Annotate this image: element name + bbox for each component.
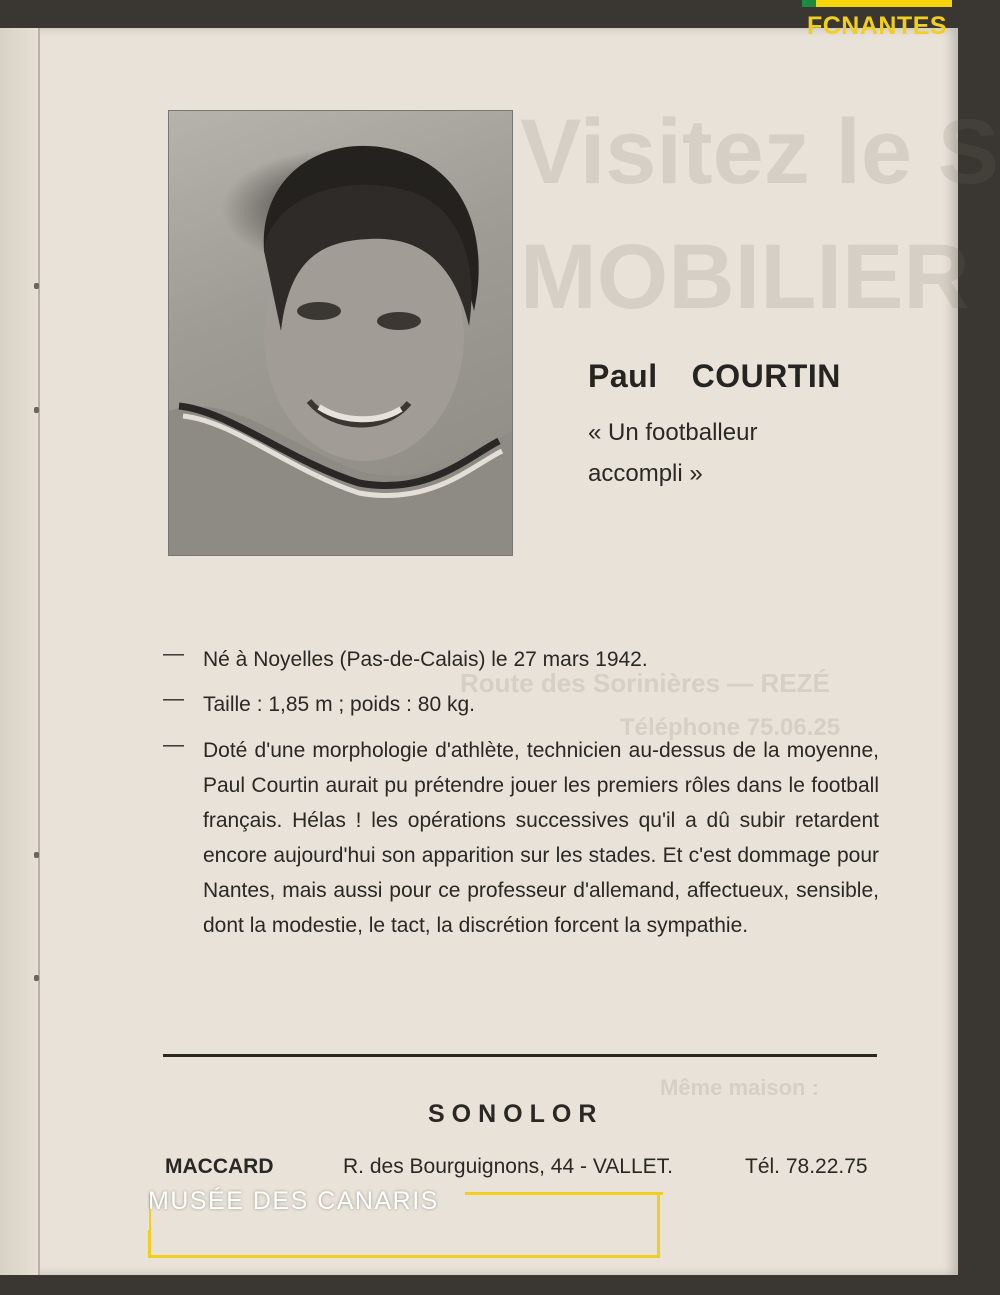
bio-description [163,733,879,943]
logo-color-stripe [802,0,952,7]
bullet-dash: — [163,733,184,756]
advert-address: R. des Bourguignons, 44 - VALLET. [343,1155,673,1178]
staple-mark [34,407,39,413]
bullet-dash: — [163,642,184,665]
player-name [588,358,841,395]
bio-size [163,687,879,722]
player-portrait [168,110,513,556]
bio-text: Taille : 1,85 m ; poids : 80 kg. [203,693,475,716]
logo-text: FCNANTES [806,12,948,40]
tagline-line: accompli » [588,460,703,487]
fc-nantes-logo [802,0,952,44]
bio-birth [163,642,879,677]
advert-shop: MACCARD [165,1155,274,1178]
tagline-line: « Un footballeur [588,419,758,446]
staple-mark [34,852,39,858]
advert-phone: Tél. 78.22.75 [745,1155,868,1178]
staple-mark [34,283,39,289]
player-tagline [588,412,888,494]
show-through-text: Même maison : [660,1075,819,1100]
player-first-name: Paul [588,358,658,394]
left-page-edge [0,28,40,1275]
watermark-text: MUSÉE DES CANARIS [148,1187,439,1215]
booklet-fold [38,28,40,1275]
show-through-text: Téléphone 75.06.25 [620,714,841,741]
bio-text: Né à Noyelles (Pas-de-Calais) le 27 mars 1942. [203,648,648,671]
watermark-frame-top [465,1192,663,1195]
player-last-name: COURTIN [691,358,841,394]
show-through-text: Route des Sorinières — REZÉ [460,668,830,698]
bullet-dash: — [163,687,184,710]
staple-mark [34,975,39,981]
bio-text: Doté d'une morphologie d'athlète, technicien au-dessus de la moyenne, Paul Courtin aurait pu prétendre jouer les premiers rôles dans le football français. Hélas ! les opérations successives qu'il a dû subir retardent encore aujourd'hui son apparition sur les stades. Et c'est dommage pour Nantes, mais aussi pour ce professeur d'allemand, affectueux, sensible, dont la modestie, le tact, la discrétion forcent la sympathie. [203,739,879,937]
divider-rule [163,1054,877,1057]
show-through-text: MOBILIER [520,226,970,328]
show-through-text: Visitez le S [520,101,1000,203]
advert-brand: SONOLOR [428,1100,604,1128]
